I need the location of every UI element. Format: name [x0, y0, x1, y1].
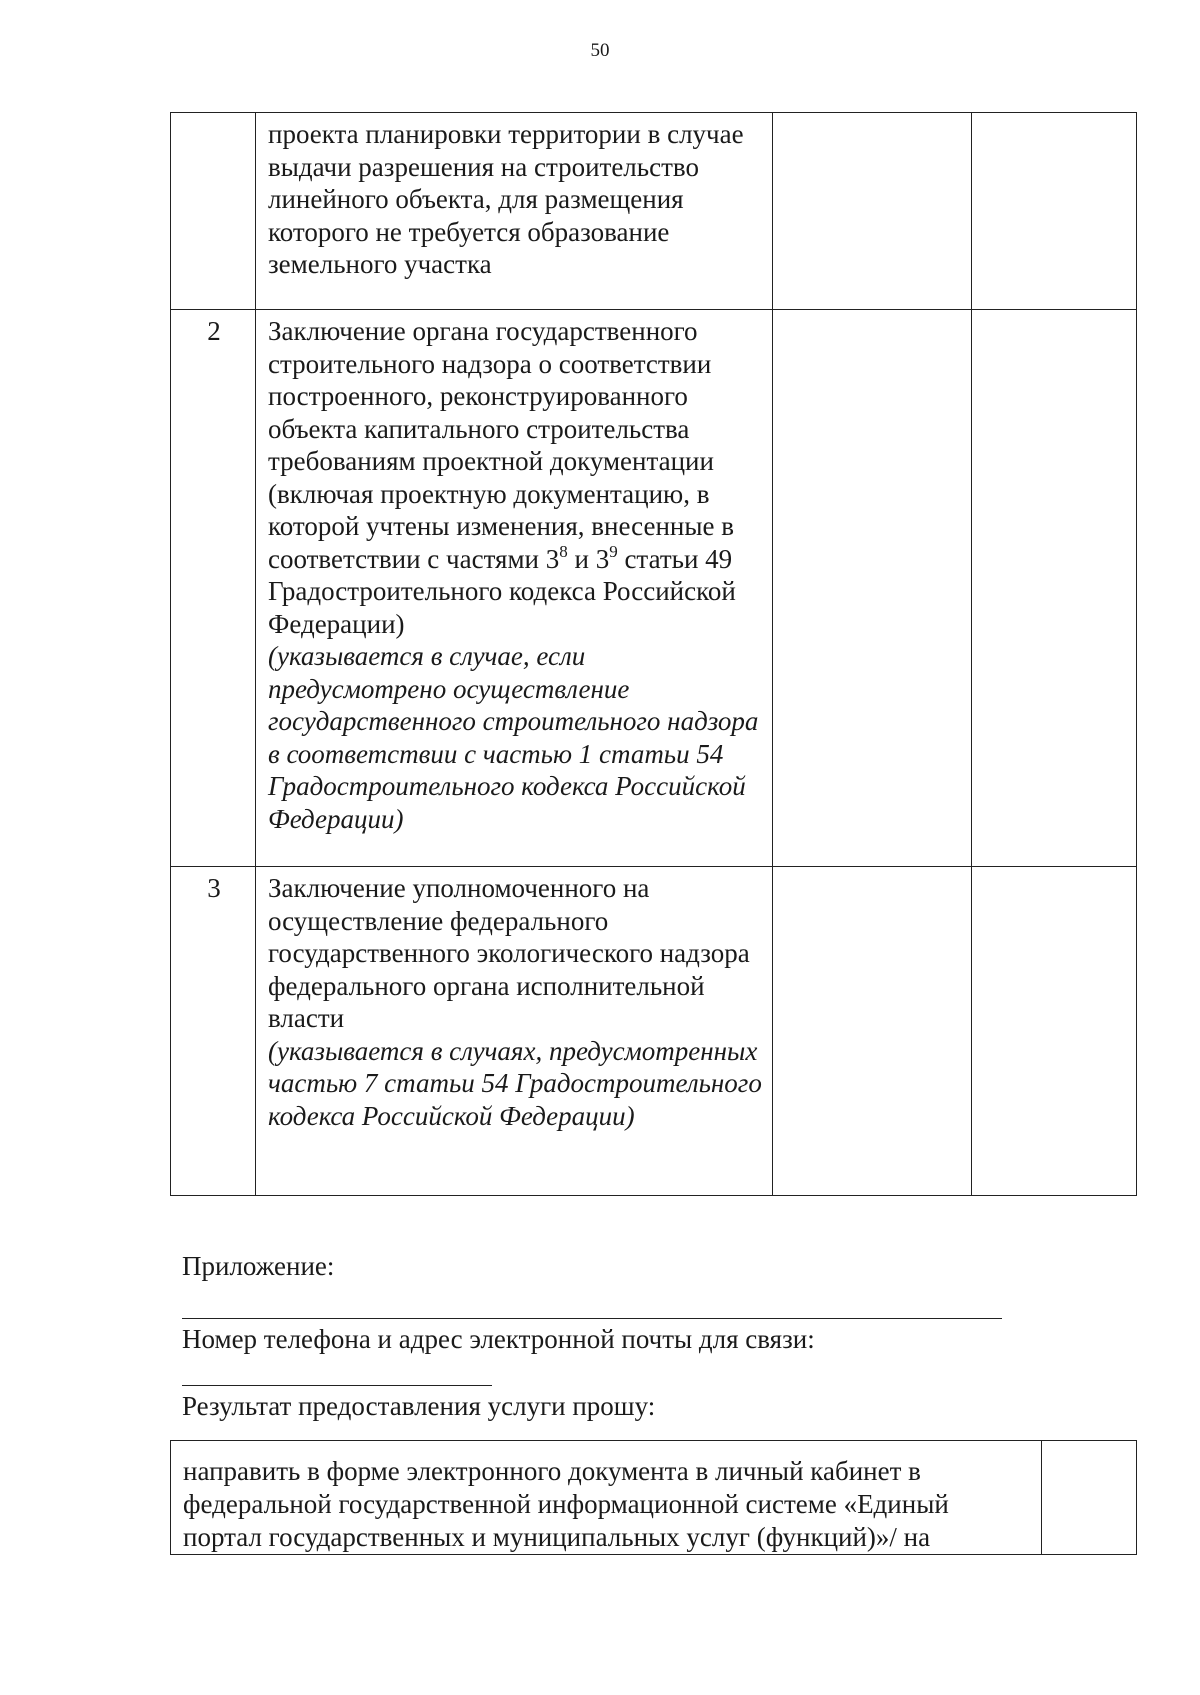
appendix-label: Приложение: — [182, 1251, 335, 1281]
delivery-option-checkbox[interactable] — [1042, 1441, 1137, 1555]
result-label: Результат предоставления услуги прошу: — [182, 1391, 656, 1421]
delivery-option-row — [171, 1441, 1137, 1555]
document-date-cell[interactable] — [972, 113, 1137, 310]
contact-label: Номер телефона и адрес электронной почты для связи: — [182, 1324, 815, 1354]
superscript: 9 — [609, 541, 618, 561]
document-text-part: статьи 49 Градостроительного кодекса Российской Федерации) — [268, 543, 736, 639]
document-text: проекта планировки территории в случае выдачи разрешения на строительство линейного объекта, для размещения которого не требуется образование земельного участка — [268, 119, 744, 279]
row-number: 2 — [171, 310, 256, 867]
document-text — [268, 316, 736, 639]
document-description — [256, 113, 773, 310]
document-details-cell[interactable] — [773, 867, 972, 1196]
delivery-options-table — [170, 1440, 1137, 1555]
table-row — [171, 867, 1137, 1196]
document-text: Заключение уполномоченного на осуществление федерального государственного экологического надзора федерального органа исполнительной власти — [268, 873, 750, 1033]
document-details-cell[interactable] — [773, 113, 972, 310]
document-text-part: и 3 — [567, 543, 610, 574]
document-text-part: Заключение органа государственного строительного надзора о соответствии построенного, реконструированного объекта капитального строительства требованиям проектной документации (включая проектную документацию, в которой учтены изменения, внесенные в соответствии с частями 3 — [268, 316, 734, 574]
document-description — [256, 867, 773, 1196]
contact-input-line[interactable] — [182, 1385, 492, 1386]
document-date-cell[interactable] — [972, 867, 1137, 1196]
document-note: (указывается в случае, если предусмотрено осуществление государственного строительного надзора в соответствии с частью 1 статьи 54 Градостроительного кодекса Российской Федерации) — [268, 641, 759, 834]
documents-table — [170, 112, 1137, 1196]
delivery-option-text: направить в форме электронного документа в личный кабинет в федеральной государственной информационной системе «Единый портал государственных и муниципальных услуг (функций)»/ на — [171, 1441, 1042, 1555]
document-note: (указывается в случаях, предусмотренных частью 7 статьи 54 Градостроительного кодекса Российской Федерации) — [268, 1035, 762, 1131]
superscript: 8 — [559, 541, 568, 561]
table-row — [171, 113, 1137, 310]
page-number: 50 — [590, 40, 610, 61]
row-number — [171, 113, 256, 310]
table-row — [171, 310, 1137, 867]
appendix-input-line[interactable] — [182, 1318, 1002, 1319]
document-description — [256, 310, 773, 867]
row-number: 3 — [171, 867, 256, 1196]
document-date-cell[interactable] — [972, 310, 1137, 867]
document-details-cell[interactable] — [773, 310, 972, 867]
